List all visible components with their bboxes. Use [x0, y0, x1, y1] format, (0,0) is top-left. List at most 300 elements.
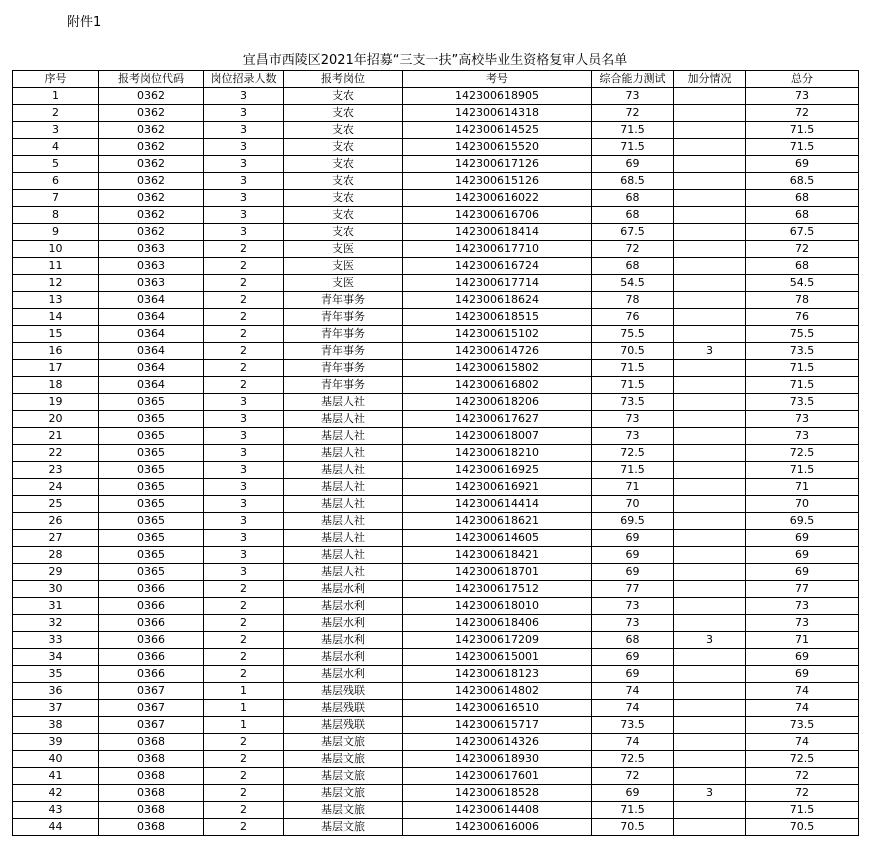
cell-index: 27 [13, 530, 99, 547]
cell-total: 68.5 [746, 173, 859, 190]
cell-index: 18 [13, 377, 99, 394]
cell-bonus [674, 292, 746, 309]
cell-ability-test: 72 [592, 768, 674, 785]
cell-index: 10 [13, 241, 99, 258]
cell-position-code: 0365 [99, 496, 204, 513]
table-row [13, 241, 859, 258]
cell-exam-number: 142300615802 [403, 360, 592, 377]
cell-position-code: 0367 [99, 683, 204, 700]
cell-exam-number: 142300617714 [403, 275, 592, 292]
cell-index: 8 [13, 207, 99, 224]
cell-position-code: 0366 [99, 581, 204, 598]
cell-position: 青年事务 [284, 326, 403, 343]
cell-exam-number: 142300618406 [403, 615, 592, 632]
cell-position: 基层人社 [284, 530, 403, 547]
cell-position-code: 0364 [99, 292, 204, 309]
cell-position: 基层人社 [284, 513, 403, 530]
table-row [13, 428, 859, 445]
table-row [13, 139, 859, 156]
table-row [13, 258, 859, 275]
cell-bonus [674, 224, 746, 241]
cell-total: 74 [746, 700, 859, 717]
col-header-ability-test: 综合能力测试 [592, 71, 674, 88]
cell-total: 71.5 [746, 360, 859, 377]
cell-bonus [674, 666, 746, 683]
cell-exam-number: 142300618930 [403, 751, 592, 768]
cell-index: 35 [13, 666, 99, 683]
cell-exam-number: 142300617512 [403, 581, 592, 598]
cell-position: 基层水利 [284, 581, 403, 598]
cell-bonus [674, 530, 746, 547]
cell-exam-number: 142300618624 [403, 292, 592, 309]
cell-exam-number: 142300618621 [403, 513, 592, 530]
cell-bonus [674, 615, 746, 632]
cell-index: 25 [13, 496, 99, 513]
cell-index: 21 [13, 428, 99, 445]
cell-total: 68 [746, 190, 859, 207]
cell-position: 基层水利 [284, 632, 403, 649]
cell-total: 67.5 [746, 224, 859, 241]
cell-exam-number: 142300616724 [403, 258, 592, 275]
cell-index: 24 [13, 479, 99, 496]
cell-quota: 2 [204, 581, 284, 598]
cell-exam-number: 142300618421 [403, 547, 592, 564]
cell-bonus [674, 190, 746, 207]
table-row [13, 751, 859, 768]
cell-bonus [674, 360, 746, 377]
cell-bonus [674, 751, 746, 768]
cell-total: 69 [746, 666, 859, 683]
cell-ability-test: 69 [592, 649, 674, 666]
cell-position-code: 0365 [99, 530, 204, 547]
cell-total: 69 [746, 547, 859, 564]
cell-quota: 3 [204, 496, 284, 513]
cell-exam-number: 142300617601 [403, 768, 592, 785]
cell-bonus [674, 717, 746, 734]
cell-total: 73 [746, 615, 859, 632]
cell-position: 青年事务 [284, 292, 403, 309]
cell-bonus [674, 241, 746, 258]
cell-position: 支医 [284, 258, 403, 275]
table-row [13, 768, 859, 785]
cell-ability-test: 73.5 [592, 394, 674, 411]
cell-position-code: 0362 [99, 88, 204, 105]
cell-total: 69 [746, 530, 859, 547]
cell-quota: 2 [204, 802, 284, 819]
cell-position-code: 0366 [99, 649, 204, 666]
table-row [13, 88, 859, 105]
table-row [13, 683, 859, 700]
cell-index: 16 [13, 343, 99, 360]
cell-quota: 2 [204, 751, 284, 768]
cell-position: 支农 [284, 105, 403, 122]
cell-position: 基层人社 [284, 564, 403, 581]
cell-position: 基层文旅 [284, 751, 403, 768]
cell-position: 基层人社 [284, 394, 403, 411]
cell-ability-test: 72.5 [592, 445, 674, 462]
cell-index: 37 [13, 700, 99, 717]
cell-total: 69 [746, 649, 859, 666]
cell-exam-number: 142300618515 [403, 309, 592, 326]
cell-ability-test: 69 [592, 547, 674, 564]
cell-total: 71.5 [746, 377, 859, 394]
table-row [13, 530, 859, 547]
cell-total: 71 [746, 479, 859, 496]
cell-bonus [674, 598, 746, 615]
table-row [13, 360, 859, 377]
cell-exam-number: 142300618701 [403, 564, 592, 581]
cell-bonus [674, 683, 746, 700]
cell-position-code: 0365 [99, 462, 204, 479]
cell-exam-number: 142300617126 [403, 156, 592, 173]
cell-position-code: 0364 [99, 377, 204, 394]
cell-quota: 2 [204, 343, 284, 360]
cell-quota: 3 [204, 530, 284, 547]
cell-position: 基层文旅 [284, 785, 403, 802]
cell-position-code: 0362 [99, 105, 204, 122]
cell-ability-test: 69 [592, 530, 674, 547]
cell-position: 青年事务 [284, 377, 403, 394]
cell-bonus [674, 547, 746, 564]
table-row [13, 615, 859, 632]
cell-position-code: 0365 [99, 513, 204, 530]
cell-position-code: 0368 [99, 802, 204, 819]
cell-position-code: 0366 [99, 615, 204, 632]
cell-index: 20 [13, 411, 99, 428]
table-row [13, 819, 859, 836]
cell-index: 34 [13, 649, 99, 666]
cell-exam-number: 142300614414 [403, 496, 592, 513]
cell-index: 28 [13, 547, 99, 564]
cell-bonus [674, 377, 746, 394]
cell-position: 基层人社 [284, 428, 403, 445]
cell-quota: 2 [204, 819, 284, 836]
cell-position: 基层人社 [284, 547, 403, 564]
cell-total: 70.5 [746, 819, 859, 836]
table-row [13, 275, 859, 292]
col-header-position-code: 报考岗位代码 [99, 71, 204, 88]
cell-ability-test: 71.5 [592, 377, 674, 394]
cell-exam-number: 142300615102 [403, 326, 592, 343]
cell-position: 基层残联 [284, 700, 403, 717]
table-row [13, 649, 859, 666]
cell-exam-number: 142300614802 [403, 683, 592, 700]
cell-ability-test: 71.5 [592, 802, 674, 819]
cell-bonus: 3 [674, 343, 746, 360]
cell-position-code: 0365 [99, 564, 204, 581]
cell-exam-number: 142300618528 [403, 785, 592, 802]
cell-ability-test: 70.5 [592, 343, 674, 360]
cell-position: 基层人社 [284, 445, 403, 462]
cell-quota: 3 [204, 547, 284, 564]
cell-quota: 1 [204, 700, 284, 717]
table-row [13, 734, 859, 751]
cell-quota: 2 [204, 292, 284, 309]
cell-quota: 3 [204, 411, 284, 428]
cell-ability-test: 73 [592, 598, 674, 615]
cell-position-code: 0362 [99, 139, 204, 156]
cell-ability-test: 73 [592, 428, 674, 445]
cell-quota: 3 [204, 105, 284, 122]
cell-bonus: 3 [674, 785, 746, 802]
table-row [13, 547, 859, 564]
cell-bonus [674, 479, 746, 496]
cell-position: 基层残联 [284, 683, 403, 700]
cell-exam-number: 142300614525 [403, 122, 592, 139]
table-row [13, 513, 859, 530]
cell-quota: 2 [204, 309, 284, 326]
table-row [13, 581, 859, 598]
cell-total: 74 [746, 734, 859, 751]
cell-index: 15 [13, 326, 99, 343]
cell-total: 69 [746, 156, 859, 173]
cell-ability-test: 54.5 [592, 275, 674, 292]
cell-index: 23 [13, 462, 99, 479]
cell-total: 69.5 [746, 513, 859, 530]
cell-exam-number: 142300615717 [403, 717, 592, 734]
cell-index: 40 [13, 751, 99, 768]
cell-bonus [674, 734, 746, 751]
cell-total: 54.5 [746, 275, 859, 292]
cell-quota: 2 [204, 768, 284, 785]
table-row [13, 632, 859, 649]
cell-position-code: 0368 [99, 734, 204, 751]
cell-exam-number: 142300615126 [403, 173, 592, 190]
cell-position-code: 0363 [99, 258, 204, 275]
cell-position-code: 0362 [99, 156, 204, 173]
cell-quota: 2 [204, 241, 284, 258]
cell-quota: 1 [204, 717, 284, 734]
cell-position: 支农 [284, 156, 403, 173]
cell-bonus [674, 649, 746, 666]
cell-exam-number: 142300618007 [403, 428, 592, 445]
cell-index: 33 [13, 632, 99, 649]
cell-quota: 3 [204, 156, 284, 173]
cell-position-code: 0362 [99, 173, 204, 190]
cell-bonus [674, 802, 746, 819]
cell-total: 73.5 [746, 717, 859, 734]
cell-ability-test: 77 [592, 581, 674, 598]
cell-bonus [674, 394, 746, 411]
cell-position: 基层人社 [284, 462, 403, 479]
cell-exam-number: 142300618905 [403, 88, 592, 105]
cell-ability-test: 68 [592, 632, 674, 649]
cell-total: 72 [746, 241, 859, 258]
cell-position-code: 0363 [99, 241, 204, 258]
cell-total: 73.5 [746, 343, 859, 360]
cell-position: 基层水利 [284, 615, 403, 632]
cell-total: 72.5 [746, 751, 859, 768]
cell-quota: 3 [204, 190, 284, 207]
table-row [13, 292, 859, 309]
cell-position-code: 0367 [99, 717, 204, 734]
cell-ability-test: 69 [592, 156, 674, 173]
cell-total: 73 [746, 428, 859, 445]
cell-quota: 3 [204, 139, 284, 156]
cell-bonus [674, 88, 746, 105]
attachment-label: 附件1 [67, 15, 102, 30]
cell-bonus [674, 309, 746, 326]
cell-bonus [674, 258, 746, 275]
cell-exam-number: 142300616706 [403, 207, 592, 224]
col-header-bonus: 加分情况 [674, 71, 746, 88]
cell-ability-test: 74 [592, 700, 674, 717]
cell-position-code: 0362 [99, 224, 204, 241]
candidates-table [12, 70, 859, 836]
cell-position-code: 0365 [99, 411, 204, 428]
cell-position: 基层文旅 [284, 734, 403, 751]
cell-total: 71.5 [746, 802, 859, 819]
cell-bonus [674, 513, 746, 530]
table-row [13, 326, 859, 343]
cell-position: 基层文旅 [284, 768, 403, 785]
cell-exam-number: 142300617209 [403, 632, 592, 649]
cell-index: 38 [13, 717, 99, 734]
cell-bonus [674, 105, 746, 122]
cell-bonus [674, 700, 746, 717]
cell-total: 69 [746, 564, 859, 581]
cell-bonus [674, 462, 746, 479]
cell-index: 11 [13, 258, 99, 275]
cell-ability-test: 67.5 [592, 224, 674, 241]
table-row [13, 207, 859, 224]
cell-bonus [674, 173, 746, 190]
cell-position: 支农 [284, 224, 403, 241]
cell-exam-number: 142300614605 [403, 530, 592, 547]
cell-index: 2 [13, 105, 99, 122]
table-row [13, 156, 859, 173]
table-row [13, 564, 859, 581]
table-row [13, 190, 859, 207]
cell-position: 支农 [284, 122, 403, 139]
cell-position-code: 0362 [99, 122, 204, 139]
cell-exam-number: 142300617710 [403, 241, 592, 258]
cell-bonus [674, 156, 746, 173]
table-row [13, 802, 859, 819]
cell-bonus [674, 445, 746, 462]
cell-bonus [674, 496, 746, 513]
cell-bonus [674, 581, 746, 598]
cell-exam-number: 142300614726 [403, 343, 592, 360]
cell-index: 3 [13, 122, 99, 139]
cell-position: 支农 [284, 173, 403, 190]
cell-ability-test: 72 [592, 105, 674, 122]
table-row [13, 394, 859, 411]
col-header-exam-number: 考号 [403, 71, 592, 88]
table-row [13, 496, 859, 513]
cell-position-code: 0364 [99, 360, 204, 377]
cell-bonus [674, 122, 746, 139]
cell-total: 75.5 [746, 326, 859, 343]
cell-ability-test: 74 [592, 734, 674, 751]
cell-quota: 3 [204, 394, 284, 411]
cell-ability-test: 71.5 [592, 462, 674, 479]
document-title: 宜昌市西陵区2021年招募“三支一扶”高校毕业生资格复审人员名单 [242, 53, 628, 68]
cell-index: 17 [13, 360, 99, 377]
cell-total: 74 [746, 683, 859, 700]
cell-ability-test: 71.5 [592, 360, 674, 377]
cell-index: 12 [13, 275, 99, 292]
cell-ability-test: 69 [592, 785, 674, 802]
cell-exam-number: 142300618414 [403, 224, 592, 241]
cell-exam-number: 142300614326 [403, 734, 592, 751]
table-row [13, 173, 859, 190]
cell-exam-number: 142300616925 [403, 462, 592, 479]
cell-ability-test: 69 [592, 564, 674, 581]
cell-ability-test: 68 [592, 258, 674, 275]
cell-ability-test: 75.5 [592, 326, 674, 343]
cell-ability-test: 74 [592, 683, 674, 700]
cell-quota: 2 [204, 632, 284, 649]
cell-index: 42 [13, 785, 99, 802]
cell-exam-number: 142300614408 [403, 802, 592, 819]
cell-quota: 3 [204, 224, 284, 241]
cell-quota: 2 [204, 649, 284, 666]
cell-exam-number: 142300616006 [403, 819, 592, 836]
cell-bonus [674, 207, 746, 224]
table-row [13, 122, 859, 139]
cell-bonus: 3 [674, 632, 746, 649]
cell-quota: 2 [204, 785, 284, 802]
cell-position-code: 0364 [99, 343, 204, 360]
cell-exam-number: 142300618123 [403, 666, 592, 683]
cell-position: 基层水利 [284, 598, 403, 615]
cell-position: 基层残联 [284, 717, 403, 734]
cell-total: 73 [746, 88, 859, 105]
cell-quota: 3 [204, 122, 284, 139]
table-body [13, 88, 859, 836]
cell-quota: 2 [204, 275, 284, 292]
cell-index: 43 [13, 802, 99, 819]
table-header-row [13, 71, 859, 88]
cell-position-code: 0363 [99, 275, 204, 292]
cell-position: 基层水利 [284, 666, 403, 683]
cell-quota: 3 [204, 445, 284, 462]
cell-position-code: 0365 [99, 428, 204, 445]
cell-index: 32 [13, 615, 99, 632]
cell-position: 支农 [284, 88, 403, 105]
cell-position-code: 0364 [99, 309, 204, 326]
cell-total: 71 [746, 632, 859, 649]
cell-ability-test: 73 [592, 88, 674, 105]
cell-position-code: 0365 [99, 394, 204, 411]
cell-bonus [674, 819, 746, 836]
table-row [13, 377, 859, 394]
cell-exam-number: 142300616510 [403, 700, 592, 717]
cell-ability-test: 70 [592, 496, 674, 513]
table-row [13, 462, 859, 479]
cell-position-code: 0366 [99, 666, 204, 683]
col-header-index: 序号 [13, 71, 99, 88]
cell-total: 73.5 [746, 394, 859, 411]
cell-total: 71.5 [746, 462, 859, 479]
cell-total: 68 [746, 258, 859, 275]
cell-index: 6 [13, 173, 99, 190]
table-row [13, 224, 859, 241]
cell-quota: 2 [204, 326, 284, 343]
cell-bonus [674, 768, 746, 785]
cell-exam-number: 142300618010 [403, 598, 592, 615]
cell-index: 31 [13, 598, 99, 615]
cell-total: 78 [746, 292, 859, 309]
cell-ability-test: 71 [592, 479, 674, 496]
cell-ability-test: 73 [592, 411, 674, 428]
cell-total: 72 [746, 105, 859, 122]
cell-position: 基层文旅 [284, 819, 403, 836]
table-row [13, 445, 859, 462]
table-row [13, 666, 859, 683]
cell-ability-test: 68.5 [592, 173, 674, 190]
